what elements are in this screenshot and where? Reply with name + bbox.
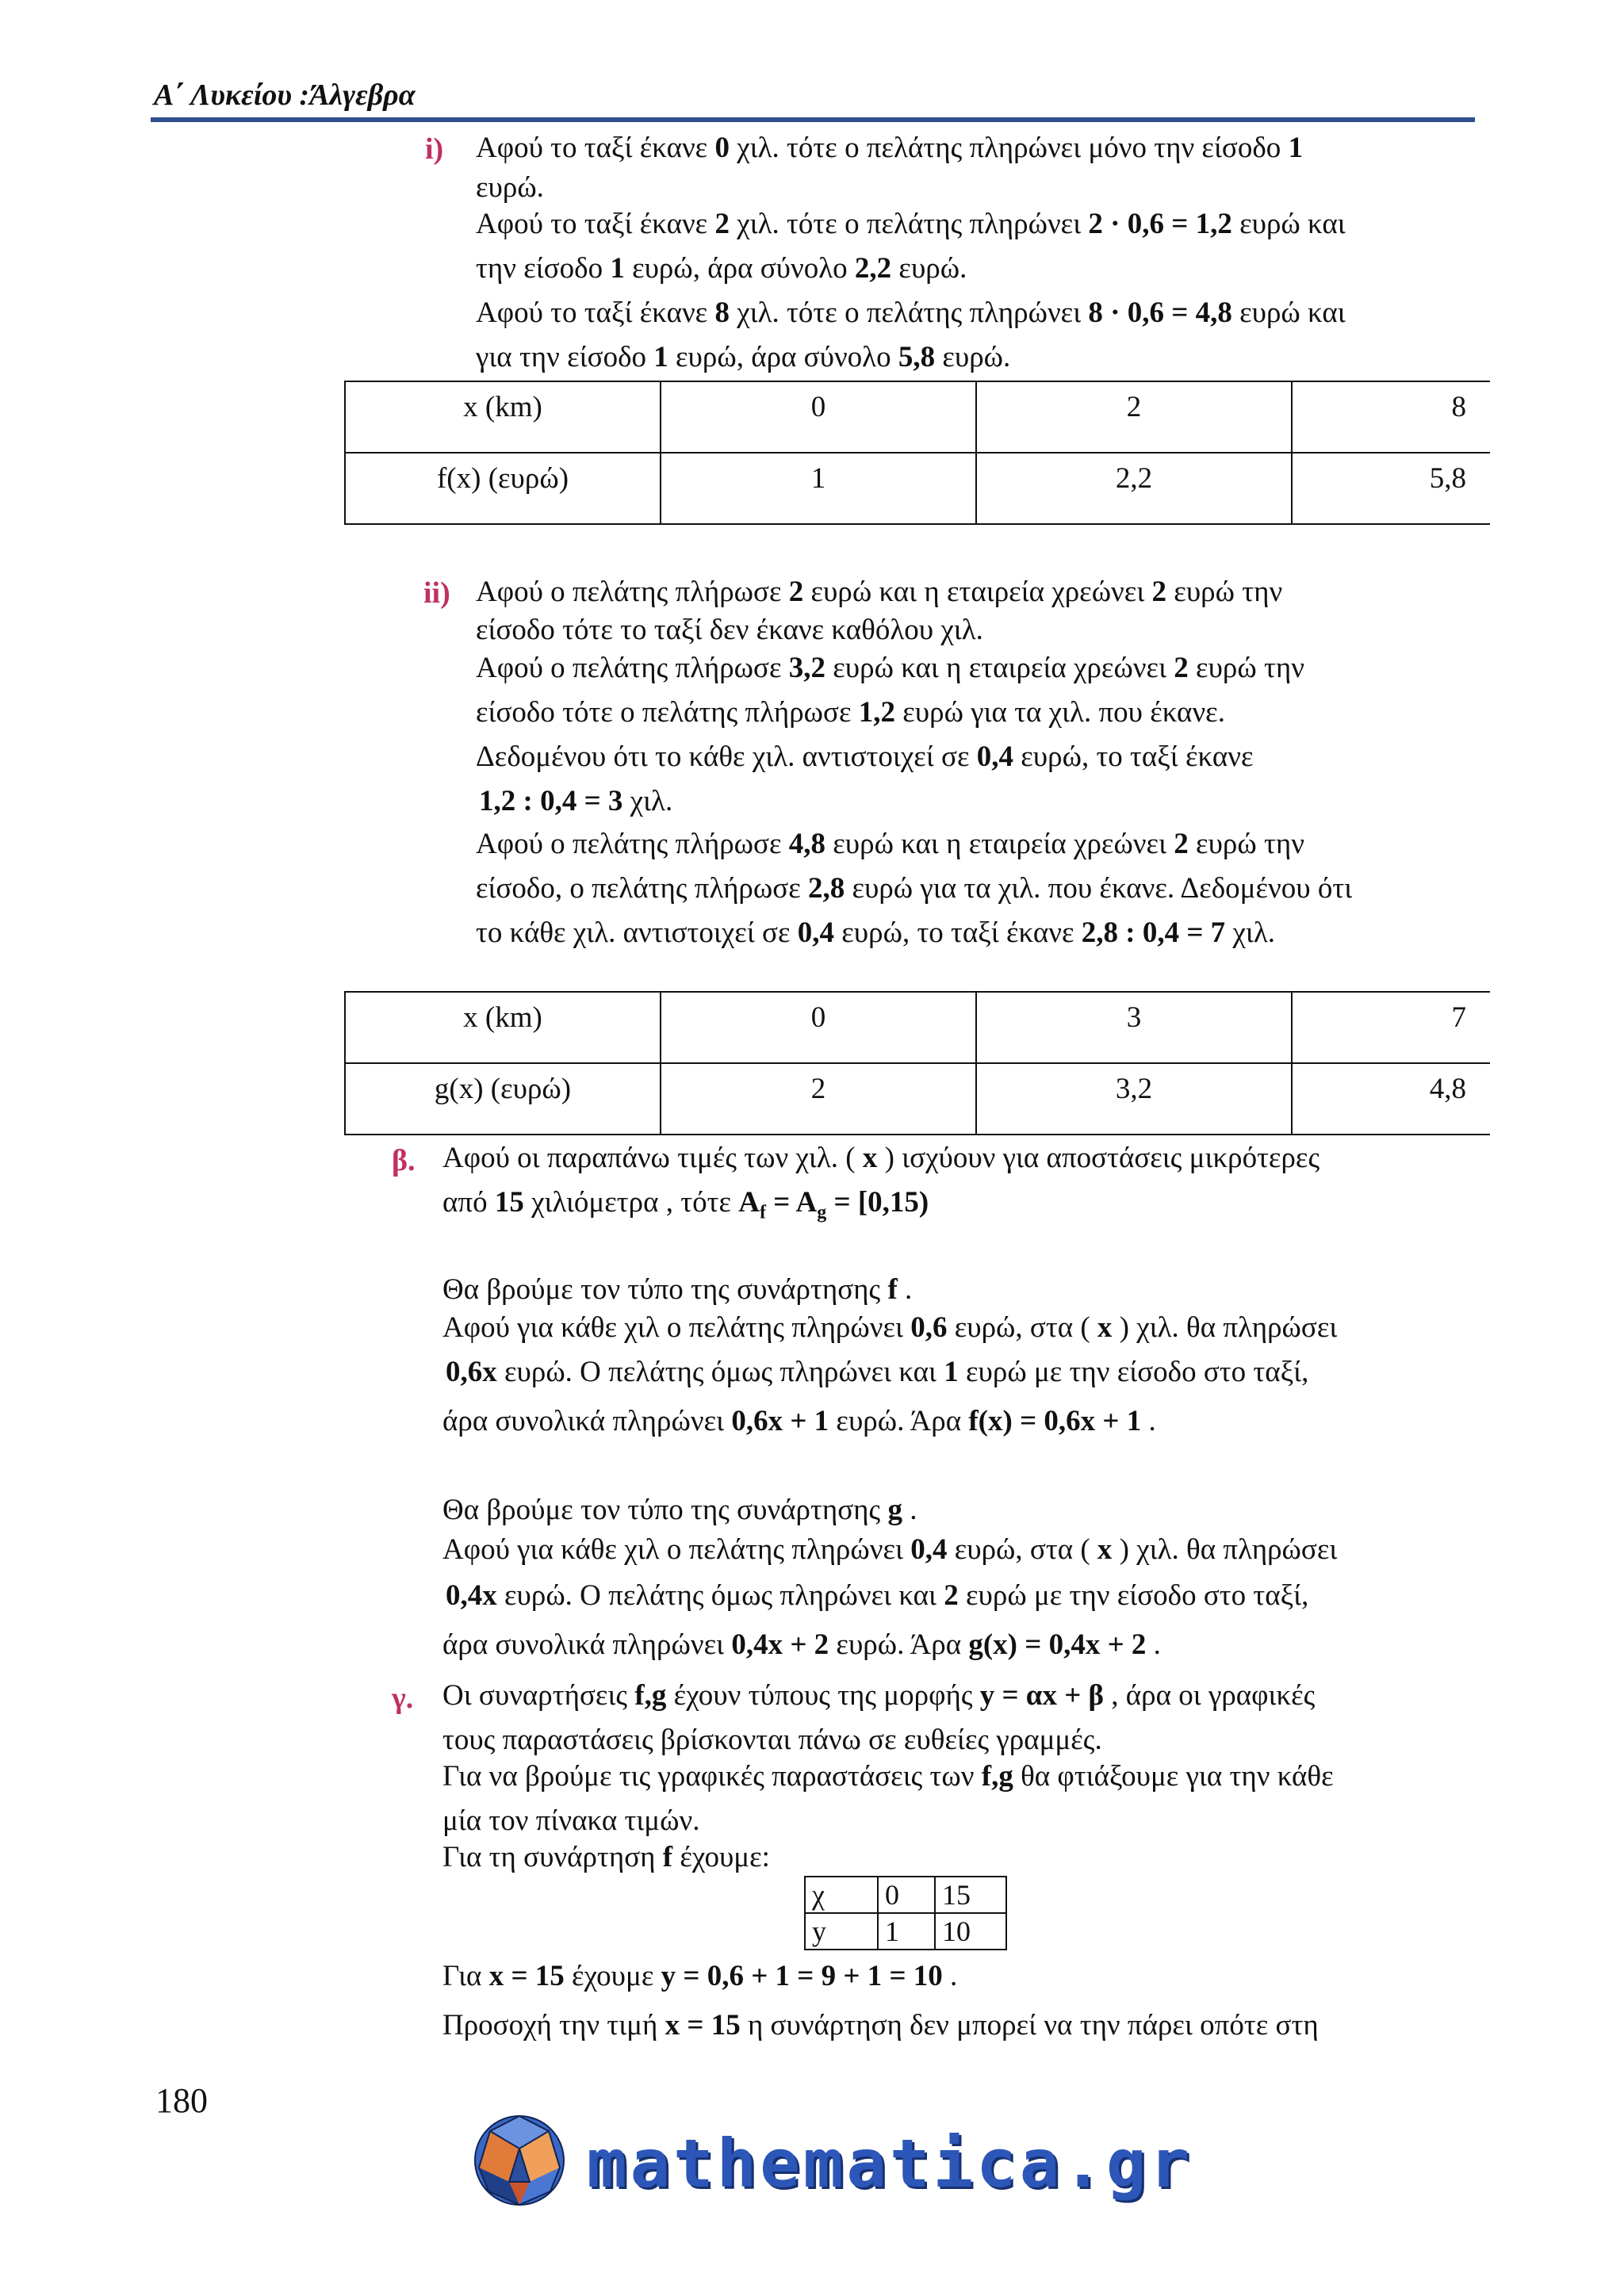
- text-segment: Αφού το ταξί έκανε: [476, 297, 715, 329]
- math-expression: 0,6x + 1: [731, 1405, 829, 1437]
- math-expression: 0,4: [910, 1533, 948, 1566]
- text-segment: ευρώ.: [935, 341, 1011, 373]
- text-segment: Για τη συνάρτηση: [442, 1841, 663, 1873]
- text-line: [446, 1357, 1308, 1387]
- math-expression: 2 · 0,6 = 1,2: [1088, 208, 1232, 240]
- math-expression: 1,2: [858, 696, 896, 729]
- label-part-c: γ.: [392, 1682, 414, 1715]
- text-segment: την είσοδο: [476, 252, 611, 285]
- text-segment: για την είσοδο: [476, 341, 654, 373]
- math-expression: = [0,15): [826, 1186, 929, 1219]
- text-segment: .: [1146, 1628, 1161, 1661]
- table-cell: 0: [661, 992, 976, 1063]
- math-expression: 15: [494, 1186, 524, 1219]
- site-logo-text: mathematica.gr: [587, 2125, 1193, 2202]
- math-expression: 2: [788, 576, 804, 608]
- text-line: [442, 2011, 1319, 2040]
- table-cell: 8: [1292, 381, 1490, 453]
- table-cell: 10: [935, 1913, 1006, 1950]
- math-expression: x: [1097, 1533, 1113, 1566]
- page-number: 180: [155, 2081, 208, 2120]
- text-segment: ευρώ, στα (: [947, 1311, 1097, 1344]
- text-segment: ευρώ. Άρα: [829, 1405, 969, 1437]
- math-expression: 1: [610, 252, 625, 285]
- text-segment: ευρώ για τα χιλ. που έκανε. Δεδομένου ότι: [845, 872, 1353, 905]
- math-expression: g(x) = 0,4x + 2: [968, 1628, 1147, 1661]
- text-segment: από: [442, 1186, 495, 1219]
- text-segment: χιλ. τότε ο πελάτης πληρώνει: [729, 208, 1089, 240]
- text-line: [476, 742, 1254, 771]
- text-line: [442, 1535, 1337, 1564]
- text-segment: χιλ.: [622, 785, 673, 817]
- text-segment: Για να βρούμε τις γραφικές παραστάσεις των: [442, 1760, 982, 1793]
- text-line: [442, 1843, 770, 1872]
- math-expression: = A: [766, 1186, 818, 1219]
- text-line: [442, 1143, 1320, 1173]
- text-segment: ) χιλ. θα πληρώσει: [1112, 1311, 1338, 1344]
- math-expression: 0,4: [797, 916, 835, 949]
- text-segment: ευρώ και η εταιρεία χρεώνει: [803, 576, 1152, 608]
- text-segment: μία τον πίνακα τιμών.: [442, 1804, 700, 1837]
- text-segment: άρα συνολικά πληρώνει: [442, 1628, 732, 1661]
- text-segment: έχουν τύπους της μορφής: [666, 1679, 980, 1712]
- math-expression: y = αx + β: [979, 1679, 1105, 1712]
- text-segment: .: [897, 1273, 913, 1306]
- text-segment: ευρώ με την είσοδο στο ταξί,: [958, 1579, 1309, 1612]
- math-expression: 2: [714, 208, 730, 240]
- text-segment: ευρώ με την είσοδο στο ταξί,: [958, 1356, 1309, 1388]
- table-cell: 1: [661, 453, 976, 524]
- text-segment: ευρώ την: [1188, 828, 1304, 860]
- math-expression: 4,8: [788, 828, 826, 860]
- text-segment: ευρώ την: [1188, 652, 1304, 684]
- text-line: [442, 1681, 1315, 1710]
- text-segment: είσοδο, ο πελάτης πλήρωσε: [476, 872, 808, 905]
- text-segment: Αφού για κάθε χιλ ο πελάτης πληρώνει: [442, 1533, 911, 1566]
- text-segment: Προσοχή την τιμή: [442, 2009, 665, 2042]
- math-expression: 8: [714, 297, 730, 329]
- text-segment: ευρώ και η εταιρεία χρεώνει: [825, 828, 1174, 860]
- text-line: [442, 1630, 1161, 1659]
- text-segment: είσοδο τότε το ταξί δεν έκανε καθόλου χιλ.: [476, 614, 983, 646]
- text-segment: χιλ.: [1225, 916, 1276, 949]
- table-cell: 2: [976, 381, 1292, 453]
- polyhedron-logo-icon: [468, 2109, 571, 2212]
- math-expression: A: [738, 1186, 760, 1219]
- text-line: [476, 133, 1303, 163]
- text-segment: η συνάρτηση δεν μπορεί να την πάρει οπότε στη: [740, 2009, 1319, 2042]
- table-cell: 4,8: [1292, 1063, 1490, 1135]
- text-line: [442, 1406, 1156, 1436]
- math-expression: 0,6: [910, 1311, 948, 1344]
- math-expression: x = 15: [665, 2009, 741, 2042]
- text-segment: ευρώ, το ταξί έκανε: [834, 916, 1082, 949]
- text-segment: ευρώ, άρα σύνολο: [668, 341, 898, 373]
- math-expression: y = 0,6 + 1 = 9 + 1 = 10: [661, 1960, 943, 1992]
- math-expression: 3,2: [788, 652, 826, 684]
- table-cell: 0: [878, 1877, 935, 1913]
- text-segment: ευρώ και: [1231, 297, 1346, 329]
- text-line: [442, 1188, 929, 1222]
- text-line: [476, 874, 1352, 903]
- text-segment: ευρώ την: [1166, 576, 1283, 608]
- math-expression: 1: [653, 341, 668, 373]
- text-segment: ευρώ, το ταξί έκανε: [1013, 740, 1254, 773]
- text-line: [476, 577, 1282, 607]
- text-line: [476, 653, 1304, 683]
- text-segment: έχουμε:: [672, 1841, 770, 1873]
- text-segment: ευρώ, άρα σύνολο: [624, 252, 855, 285]
- table-cell: 3: [976, 992, 1292, 1063]
- text-segment: ευρώ.: [476, 171, 544, 204]
- math-expression: 2,8 : 0,4 = 7: [1081, 916, 1226, 949]
- math-expression: 2,8: [807, 872, 845, 905]
- math-expression: f: [887, 1273, 898, 1306]
- table-cell: y: [805, 1913, 878, 1950]
- text-segment: Αφού το ταξί έκανε: [476, 208, 715, 240]
- text-segment: Θα βρούμε τον τύπο της συνάρτησης: [442, 1273, 888, 1306]
- text-segment: ευρώ, στα (: [947, 1533, 1097, 1566]
- math-expression: x: [862, 1142, 878, 1174]
- math-expression: f,g: [634, 1679, 667, 1712]
- math-expression: 2: [1151, 576, 1167, 608]
- math-expression: 5,8: [898, 341, 936, 373]
- math-expression: 0,4: [976, 740, 1014, 773]
- math-expression: x: [1097, 1311, 1113, 1344]
- text-line: [442, 1495, 917, 1525]
- math-subscript: g: [817, 1202, 827, 1223]
- text-segment: ευρώ.: [891, 252, 967, 285]
- text-segment: Αφού για κάθε χιλ ο πελάτης πληρώνει: [442, 1311, 911, 1344]
- text-segment: θα φτιάξουμε για την κάθε: [1013, 1760, 1334, 1793]
- math-expression: 2: [1174, 828, 1189, 860]
- text-segment: το κάθε χιλ. αντιστοιχεί σε: [476, 916, 798, 949]
- text-segment: ευρώ για τα χιλ. που έκανε.: [895, 696, 1225, 729]
- text-line: [476, 342, 1010, 372]
- math-expression: 2: [1174, 652, 1189, 684]
- math-expression: 8 · 0,6 = 4,8: [1088, 297, 1232, 329]
- table-cell: 7: [1292, 992, 1490, 1063]
- math-expression: f(x) = 0,6x + 1: [968, 1405, 1142, 1437]
- table-cell: x (km): [345, 381, 661, 453]
- text-segment: άρα συνολικά πληρώνει: [442, 1405, 732, 1437]
- text-segment: τους παραστάσεις βρίσκονται πάνω σε ευθείες γραμμές.: [442, 1724, 1102, 1756]
- text-segment: Για: [442, 1960, 489, 1992]
- table-cell: 0: [661, 381, 976, 453]
- text-segment: ) χιλ. θα πληρώσει: [1112, 1533, 1338, 1566]
- text-line: [476, 298, 1346, 327]
- text-segment: Θα βρούμε τον τύπο της συνάρτησης: [442, 1494, 888, 1526]
- text-segment: Αφού ο πελάτης πλήρωσε: [476, 828, 789, 860]
- text-line: [476, 829, 1304, 859]
- text-segment: .: [902, 1494, 917, 1526]
- text-segment: Δεδομένου ότι το κάθε χιλ. αντιστοιχεί σε: [476, 740, 977, 773]
- text-segment: Αφού το ταξί έκανε: [476, 132, 715, 164]
- text-line: [476, 615, 983, 645]
- math-expression: g: [887, 1494, 902, 1526]
- table-cell: 2: [661, 1063, 976, 1135]
- table-cell: 15: [935, 1877, 1006, 1913]
- table-f-values: [344, 381, 1490, 525]
- text-segment: Αφού οι παραπάνω τιμές των χιλ. (: [442, 1142, 863, 1174]
- text-segment: .: [942, 1960, 958, 1992]
- text-line: [476, 918, 1275, 947]
- text-segment: , άρα οι γραφικές: [1104, 1679, 1316, 1712]
- header-rule: [151, 117, 1475, 122]
- table-cell: χ: [805, 1877, 878, 1913]
- label-part-i: i): [425, 132, 444, 166]
- math-expression: 2: [944, 1579, 959, 1612]
- text-segment: χιλ. τότε ο πελάτης πληρώνει: [729, 297, 1089, 329]
- text-segment: είσοδο τότε ο πελάτης πλήρωσε: [476, 696, 859, 729]
- math-expression: 2,2: [854, 252, 892, 285]
- text-line: [442, 1961, 957, 1991]
- text-line: [476, 209, 1346, 239]
- text-segment: ευρώ. Ο πελάτης όμως πληρώνει και: [496, 1579, 944, 1612]
- text-line: [442, 1806, 699, 1835]
- text-segment: ευρώ. Ο πελάτης όμως πληρώνει και: [496, 1356, 944, 1388]
- table-cell: f(x) (ευρώ): [345, 453, 661, 524]
- text-segment: χιλ. τότε ο πελάτης πληρώνει μόνο την είσοδο: [729, 132, 1289, 164]
- header-title: Α΄ Λυκείου :Άλγεβρα: [154, 78, 416, 112]
- text-segment: ευρώ και η εταιρεία χρεώνει: [825, 652, 1174, 684]
- text-line: [476, 698, 1225, 727]
- text-segment: Αφού ο πελάτης πλήρωσε: [476, 576, 789, 608]
- table-cell: x (km): [345, 992, 661, 1063]
- math-expression: 1: [944, 1356, 959, 1388]
- table-cell: g(x) (ευρώ): [345, 1063, 661, 1135]
- math-expression: 0,4x: [446, 1579, 497, 1612]
- math-expression: f,g: [981, 1760, 1013, 1793]
- text-segment: ) ισχύουν για αποστάσεις μικρότερες: [877, 1142, 1320, 1174]
- table-cell: 5,8: [1292, 453, 1490, 524]
- math-expression: 1,2 : 0,4 = 3: [479, 785, 623, 817]
- text-segment: Οι συναρτήσεις: [442, 1679, 635, 1712]
- math-expression: 1: [1288, 132, 1304, 164]
- text-line: [442, 1275, 912, 1304]
- math-subscript: f: [760, 1202, 766, 1223]
- label-part-ii: ii): [423, 576, 450, 610]
- math-expression: x = 15: [488, 1960, 565, 1992]
- text-line: [442, 1313, 1337, 1342]
- table-cell: 1: [878, 1913, 935, 1950]
- text-segment: Αφού ο πελάτης πλήρωσε: [476, 652, 789, 684]
- text-segment: ευρώ και: [1231, 208, 1346, 240]
- text-line: [446, 1581, 1308, 1610]
- text-segment: .: [1141, 1405, 1156, 1437]
- label-part-b: β.: [392, 1144, 416, 1177]
- text-line: [442, 1725, 1102, 1755]
- math-expression: 0,4x + 2: [731, 1628, 829, 1661]
- table-g-values: [344, 991, 1490, 1135]
- text-line: [479, 786, 672, 816]
- text-segment: έχουμε: [564, 1960, 661, 1992]
- text-segment: χιλιόμετρα , τότε: [523, 1186, 739, 1219]
- text-segment: ευρώ. Άρα: [829, 1628, 969, 1661]
- math-expression: 0: [714, 132, 730, 164]
- text-line: [476, 254, 967, 283]
- math-expression: 0,6x: [446, 1356, 497, 1388]
- text-line: [476, 173, 544, 202]
- table-cell: 2,2: [976, 453, 1292, 524]
- math-expression: f: [662, 1841, 673, 1873]
- table-f-points: [804, 1876, 1007, 1950]
- text-line: [442, 1762, 1334, 1791]
- table-cell: 3,2: [976, 1063, 1292, 1135]
